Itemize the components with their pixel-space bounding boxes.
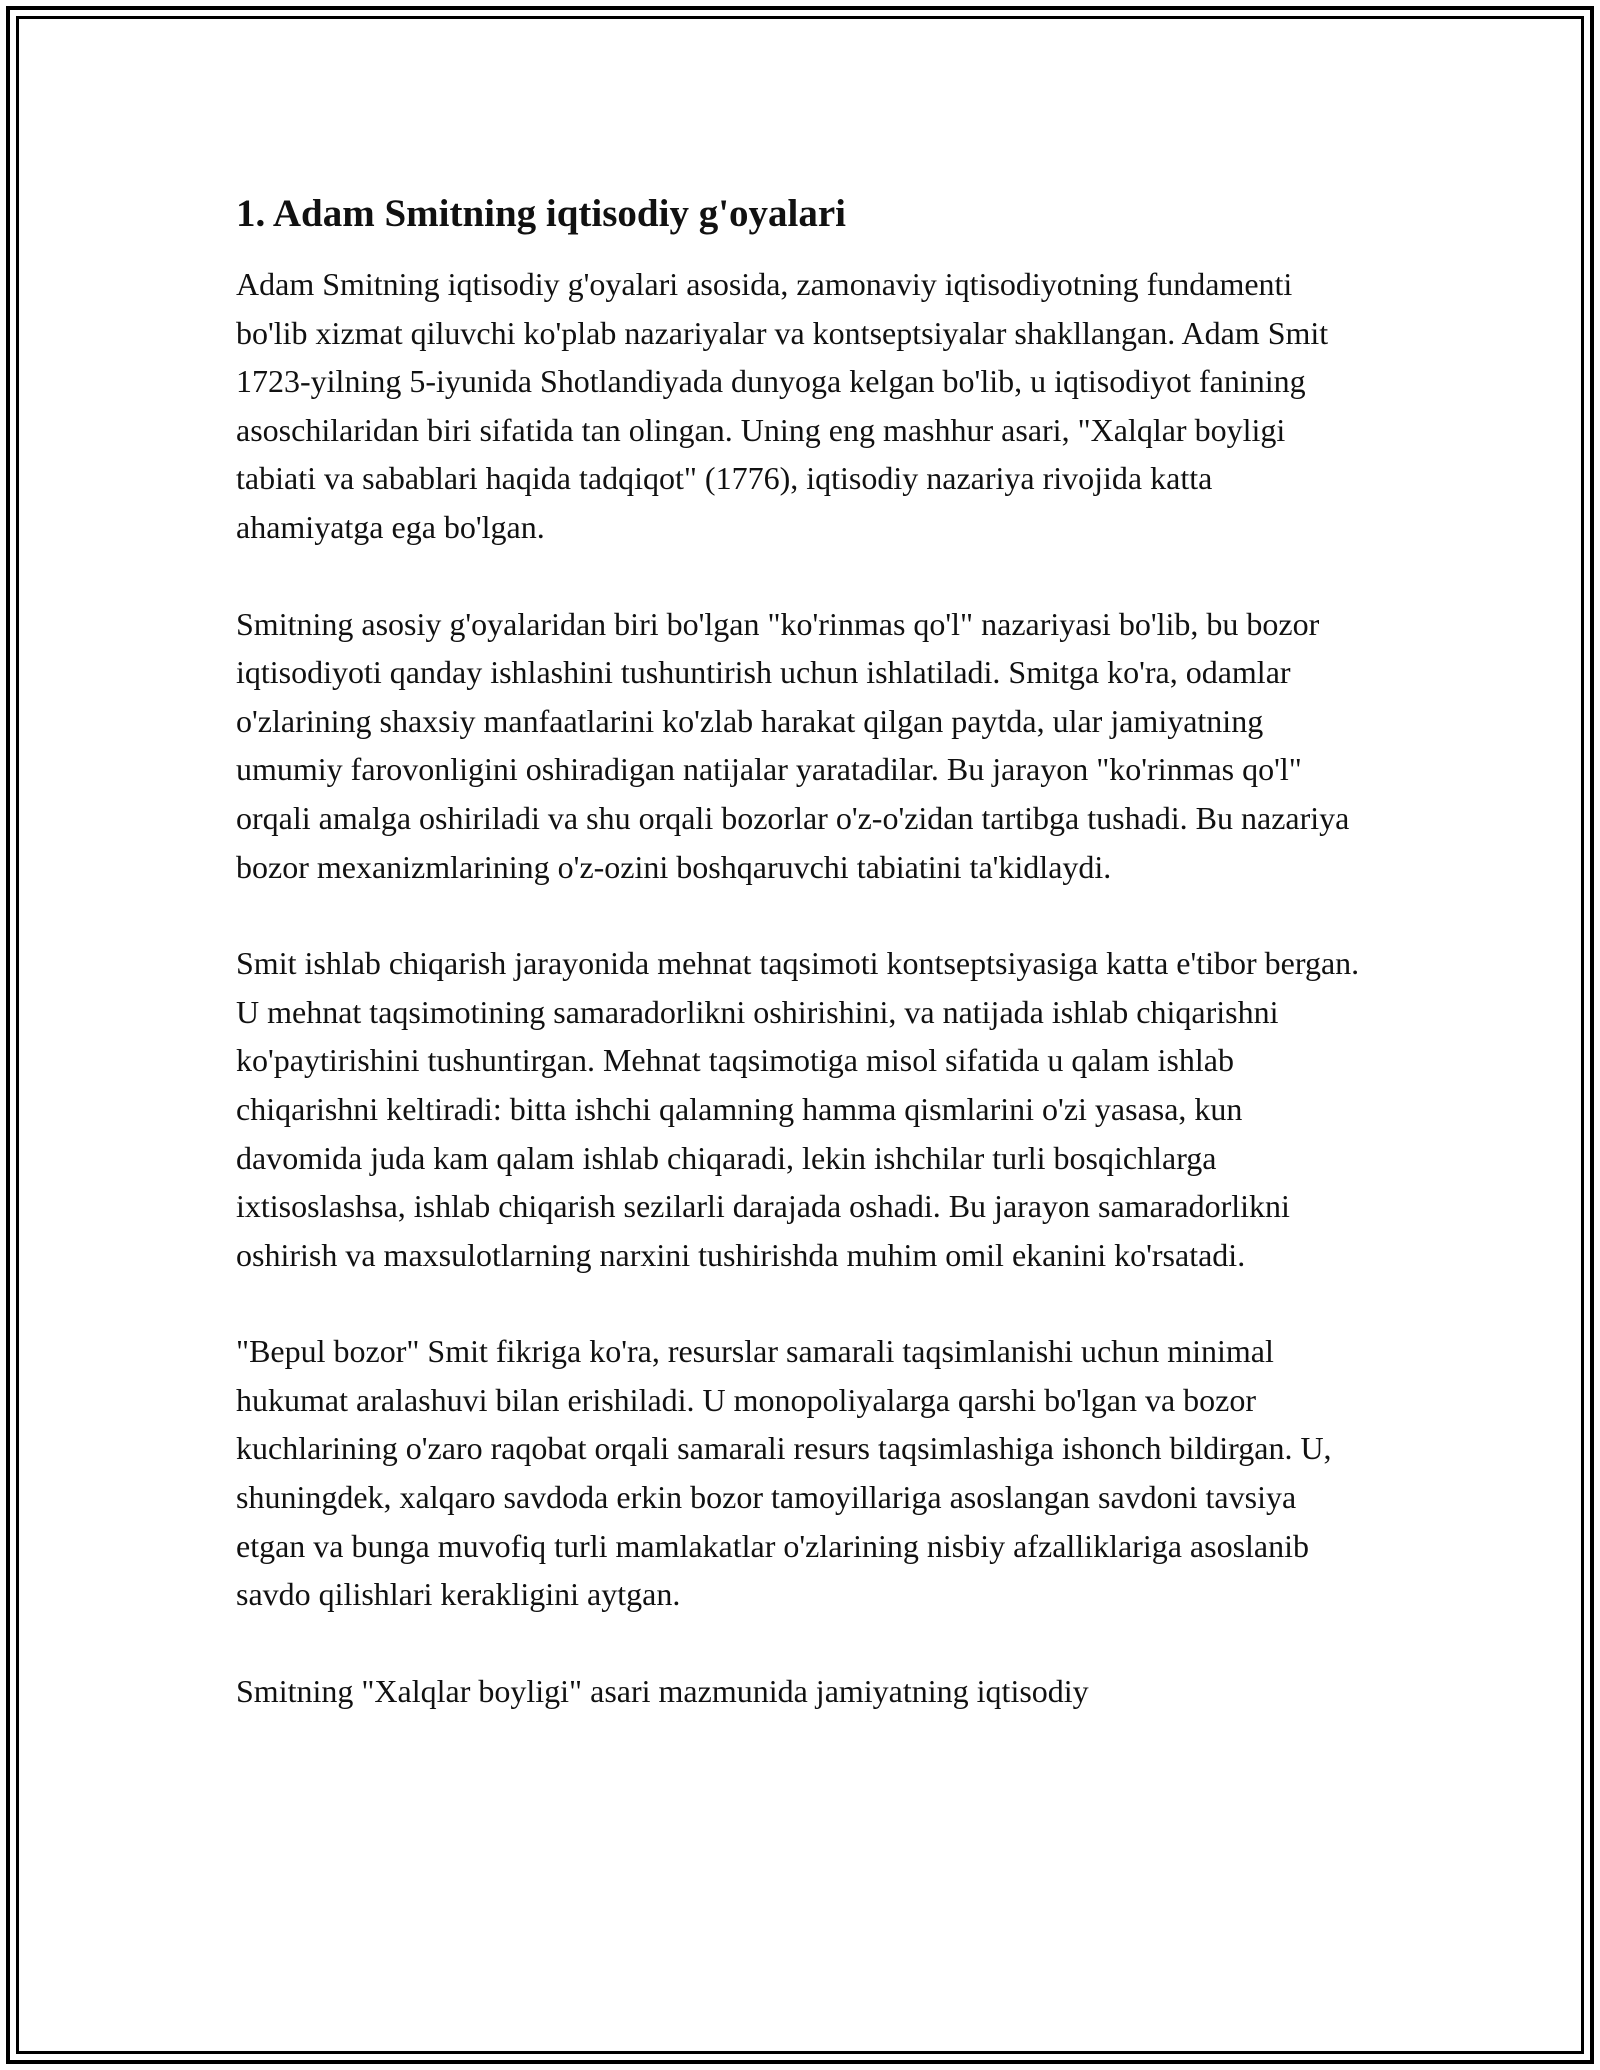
section-heading: 1. Adam Smitning iqtisodiy g'oyalari [236, 192, 847, 235]
document-body [236, 190, 1366, 1763]
paragraph-1: Adam Smitning iqtisodiy g'oyalari asosida, zamonaviy iqtisodiyotning fundamenti bo'lib xizmat qiluvchi ko'plab nazariyalar va kontseptsiyalar shakllangan. Adam Smit 1723-yilning 5-iyunida Shotlandiyada dunyoga kelgan bo'lib, u iqtisodiyot fanining asoschilaridan biri sifatida tan olingan. Uning eng mashhur asari, "Xalqlar boyligi tabiati va sabablari haqida tadqiqot" (1776), iqtisodiy nazariya rivojida katta ahamiyatga ega bo'lgan. [236, 266, 1329, 545]
paragraph-4: "Bepul bozor" Smit fikriga ko'ra, resurslar samarali taqsimlanishi uchun minimal hukumat aralashuvi bilan erishiladi. U monopoliyalarga qarshi bo'lgan va bozor kuchlarining o'zaro raqobat orqali samarali resurs taqsimlashiga ishonch bildirgan. U, shuningdek, xalqaro savdoda erkin bozor tamoyillariga asoslangan savdoni tavsiya etgan va bunga muvofiq turli mamlakatlar o'zlarining nisbiy afzalliklariga asoslanib savdo qilishlari kerakligini aytgan. [236, 1333, 1332, 1613]
paragraph-2: Smitning asosiy g'oyalaridan biri bo'lgan "ko'rinmas qo'l" nazariyasi bo'lib, bu bozor iqtisodiyoti qanday ishlashini tushuntirish uchun ishlatiladi. Smitga ko'ra, odamlar o'zlarining shaxsiy manfaatlarini ko'zlab harakat qilgan paytda, ular jamiyatning umumiy farovonligini oshiradigan natijalar yaratadilar. Bu jarayon "ko'rinmas qo'l" orqali amalga oshiriladi va shu orqali bozorlar o'z-o'zidan tartibga tushadi. Bu nazariya bozor mexanizmlarining o'z-ozini boshqaruvchi tabiatini ta'kidlaydi. [236, 605, 1350, 885]
paragraph-3: Smit ishlab chiqarish jarayonida mehnat taqsimoti kontseptsiyasiga katta e'tibor bergan. U mehnat taqsimotining samaradorlikni oshirishini, va natijada ishlab chiqarishni ko'paytirishini tushuntirgan. Mehnat taqsimotiga misol sifatida u qalam ishlab chiqarishni keltiradi: bitta ishchi qalamning hamma qismlarini o'zi yasasa, kun davomida juda kam qalam ishlab chiqaradi, lekin ishchilar turli bosqichlarga ixtisoslashsa, ishlab chiqarish sezilarli darajada oshadi. Bu jarayon samaradorlikni oshirish va maxsulotlarning narxini tushirishda muhim omil ekanini ko'rsatadi. [236, 945, 1360, 1273]
paragraph-5: Smitning "Xalqlar boyligi" asari mazmunida jamiyatning iqtisodiy [236, 1672, 1089, 1709]
